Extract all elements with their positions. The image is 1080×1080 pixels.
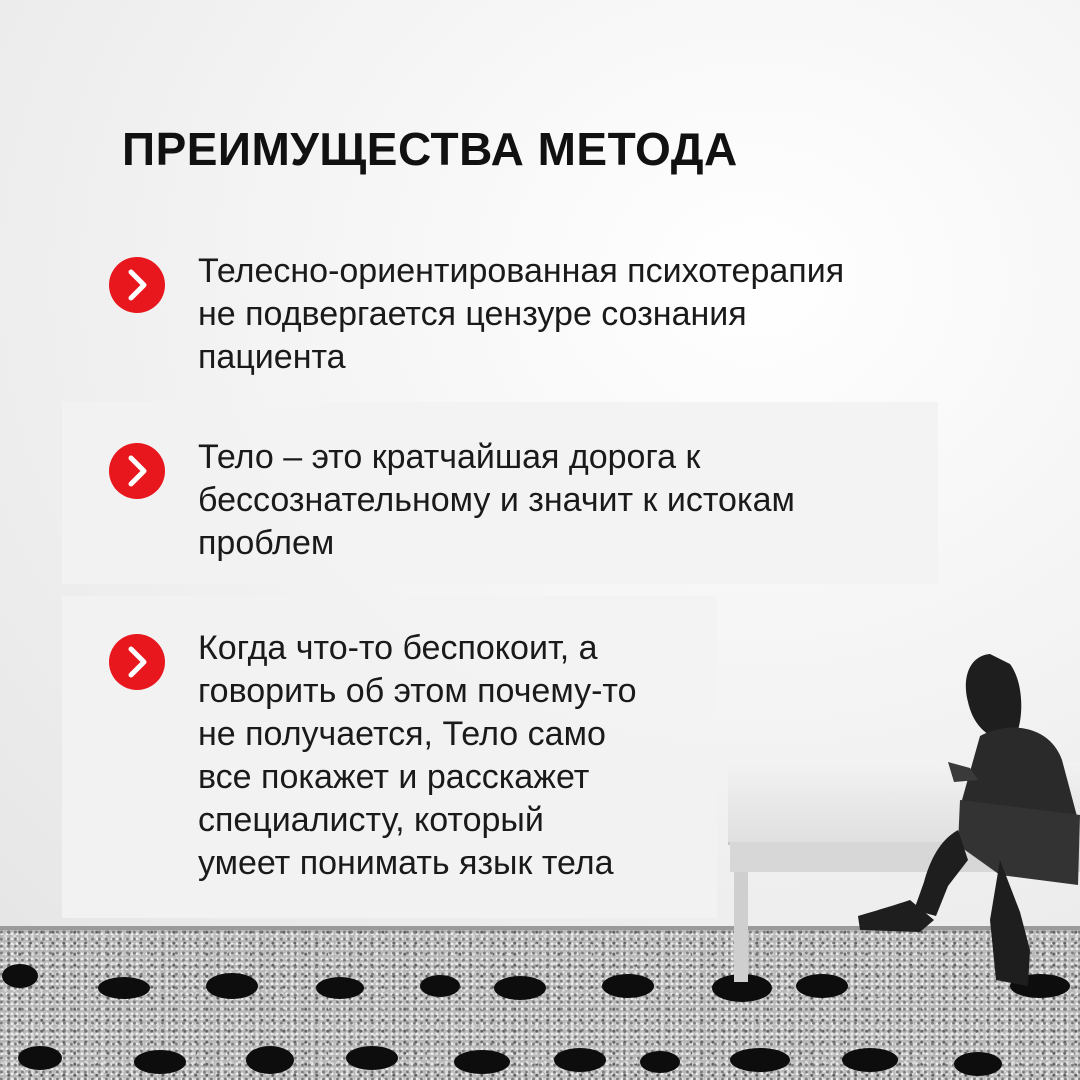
list-item-text: Когда что-то беспокоит, а говорить об этом почему-то не получается, Тело само все покажет и расскажет специалисту, который умеет понимать язык тела	[198, 629, 637, 882]
chevron-right-icon	[108, 256, 166, 314]
chevron-right-icon	[108, 633, 166, 691]
chevron-right-icon	[108, 442, 166, 500]
list-item-text: Тело – это кратчайшая дорога к бессознательному и значит к истокам проблем	[198, 438, 795, 562]
bench-leg	[734, 872, 748, 982]
list-item-text: Телесно-ориентированная психотерапия не подвергается цензуре сознания пациента	[198, 252, 845, 376]
page-title: ПРЕИМУЩЕСТВА МЕТОДА	[122, 123, 738, 175]
